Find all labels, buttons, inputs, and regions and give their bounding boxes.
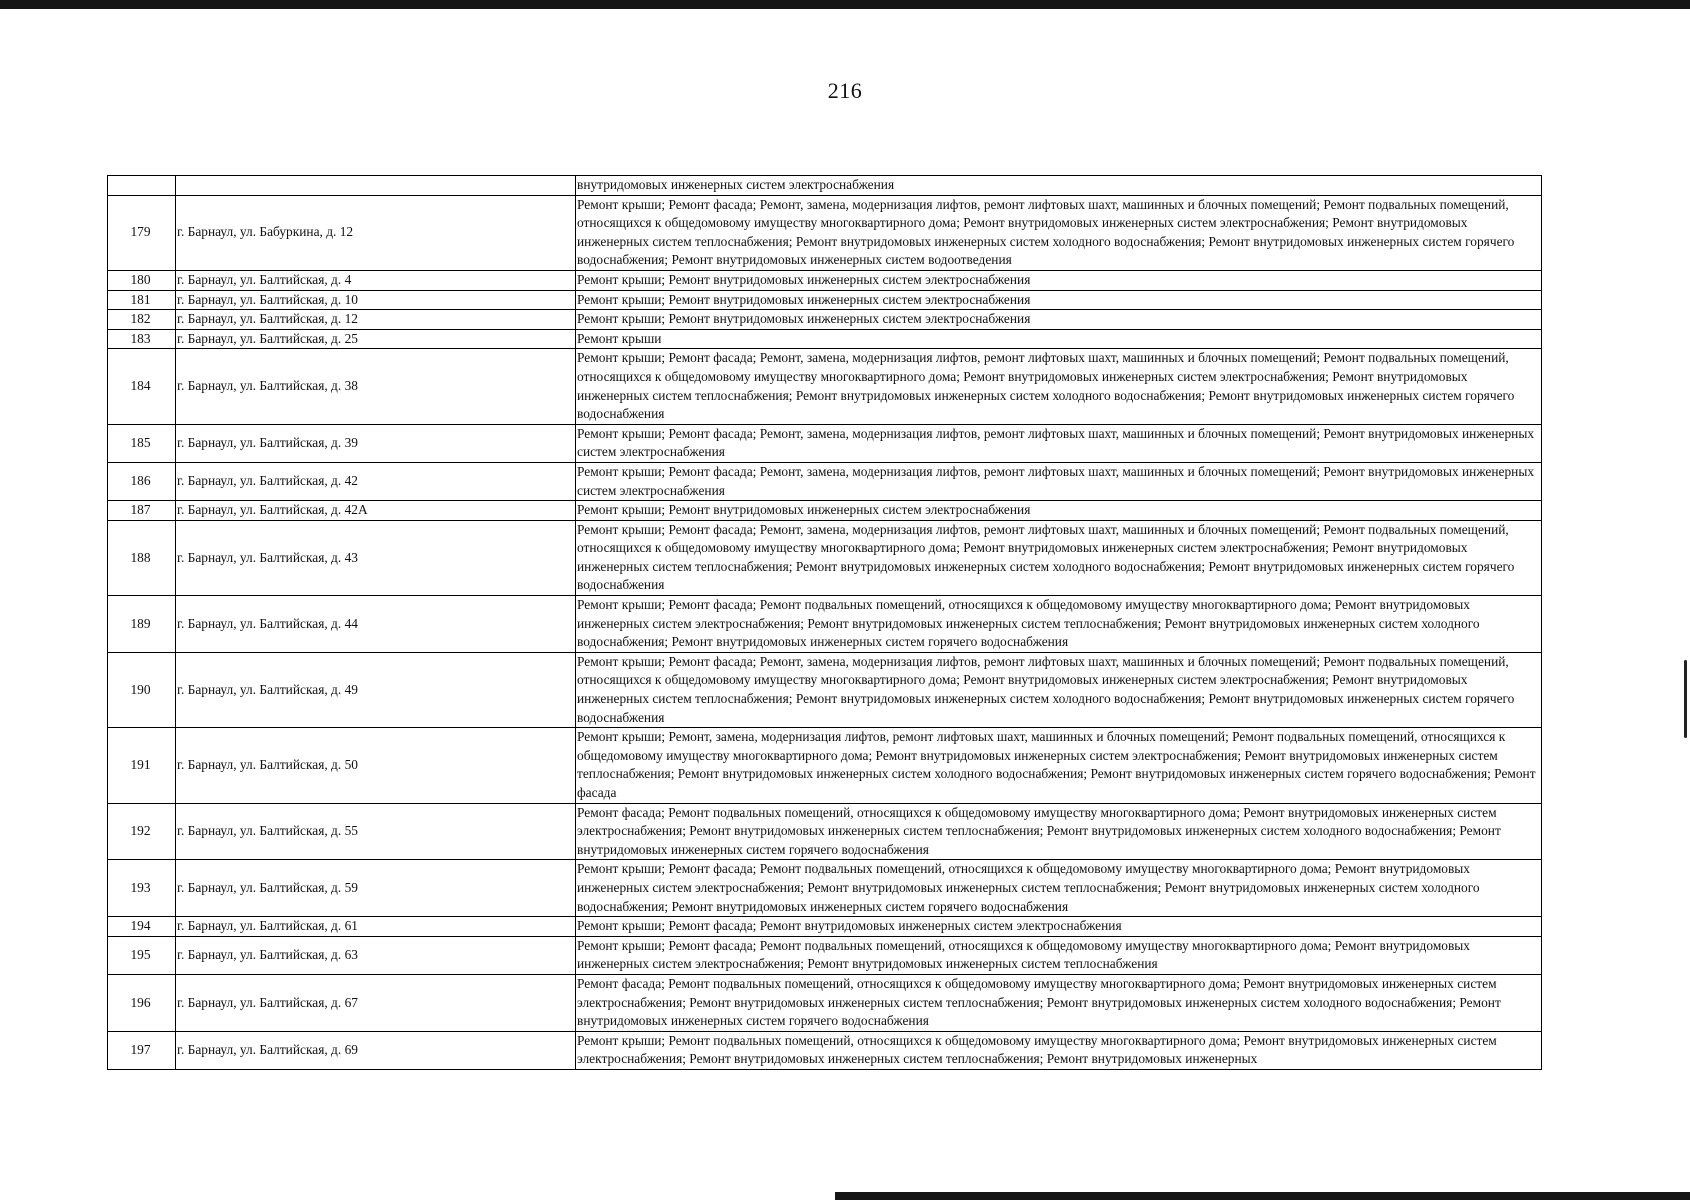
row-number: 194	[108, 917, 176, 937]
row-address: г. Барнаул, ул. Балтийская, д. 67	[176, 974, 576, 1031]
row-address: г. Барнаул, ул. Балтийская, д. 69	[176, 1031, 576, 1069]
table-row	[108, 860, 1542, 917]
row-work-list: Ремонт крыши; Ремонт внутридомовых инженерных систем электроснабжения	[576, 501, 1542, 521]
row-work-list: Ремонт фасада; Ремонт подвальных помещений, относящихся к общедомовому имуществу многоквартирного дома; Ремонт внутридомовых инженерных систем электроснабжения; Ремонт внутридомовых инженерных систем теплоснабжения; Ремонт внутридомовых инженерных систем холодного водоснабжения; Ремонт внутридомовых инженерных систем горячего водоснабжения	[576, 803, 1542, 860]
scan-border-bottom	[835, 1192, 1690, 1200]
row-address: г. Барнаул, ул. Балтийская, д. 39	[176, 424, 576, 462]
row-address: г. Барнаул, ул. Балтийская, д. 42А	[176, 501, 576, 521]
row-number: 190	[108, 652, 176, 727]
table-row	[108, 176, 1542, 196]
row-work-list: Ремонт крыши; Ремонт фасада; Ремонт, замена, модернизация лифтов, ремонт лифтовых шахт, машинных и блочных помещений; Ремонт внутридомовых инженерных систем электроснабжения	[576, 462, 1542, 500]
row-address: г. Барнаул, ул. Бабуркина, д. 12	[176, 195, 576, 270]
row-work-list: Ремонт крыши; Ремонт фасада; Ремонт подвальных помещений, относящихся к общедомовому имуществу многоквартирного дома; Ремонт внутридомовых инженерных систем электроснабжения; Ремонт внутридомовых инженерных систем теплоснабжения; Ремонт внутридомовых инженерных систем холодного водоснабжения; Ремонт внутридомовых инженерных систем горячего водоснабжения	[576, 596, 1542, 653]
table-row	[108, 290, 1542, 310]
table-row	[108, 349, 1542, 424]
row-address: г. Барнаул, ул. Балтийская, д. 44	[176, 596, 576, 653]
table-row	[108, 652, 1542, 727]
row-work-list: Ремонт крыши; Ремонт фасада; Ремонт, замена, модернизация лифтов, ремонт лифтовых шахт, машинных и блочных помещений; Ремонт подвальных помещений, относящихся к общедомовому имуществу многоквартирного дома; Ремонт внутридомовых инженерных систем электроснабжения; Ремонт внутридомовых инженерных систем теплоснабжения; Ремонт внутридомовых инженерных систем холодного водоснабжения; Ремонт внутридомовых инженерных систем горячего водоснабжения	[576, 349, 1542, 424]
row-address: г. Барнаул, ул. Балтийская, д. 59	[176, 860, 576, 917]
table-row	[108, 520, 1542, 595]
row-work-list: внутридомовых инженерных систем электроснабжения	[576, 176, 1542, 196]
table-row	[108, 424, 1542, 462]
row-address: г. Барнаул, ул. Балтийская, д. 38	[176, 349, 576, 424]
row-work-list: Ремонт крыши; Ремонт, замена, модернизация лифтов, ремонт лифтовых шахт, машинных и блочных помещений; Ремонт подвальных помещений, относящихся к общедомовому имуществу многоквартирного дома; Ремонт внутридомовых инженерных систем электроснабжения; Ремонт внутридомовых инженерных систем теплоснабжения; Ремонт внутридомовых инженерных систем холодного водоснабжения; Ремонт внутридомовых инженерных систем горячего водоснабжения; Ремонт фасада	[576, 728, 1542, 803]
table-row	[108, 270, 1542, 290]
row-address: г. Барнаул, ул. Балтийская, д. 25	[176, 329, 576, 349]
table-row	[108, 195, 1542, 270]
table-row	[108, 917, 1542, 937]
row-number: 179	[108, 195, 176, 270]
row-number: 183	[108, 329, 176, 349]
row-address: г. Барнаул, ул. Балтийская, д. 4	[176, 270, 576, 290]
row-work-list: Ремонт фасада; Ремонт подвальных помещений, относящихся к общедомовому имуществу многоквартирного дома; Ремонт внутридомовых инженерных систем электроснабжения; Ремонт внутридомовых инженерных систем теплоснабжения; Ремонт внутридомовых инженерных систем холодного водоснабжения; Ремонт внутридомовых инженерных систем горячего водоснабжения	[576, 974, 1542, 1031]
row-work-list: Ремонт крыши; Ремонт подвальных помещений, относящихся к общедомовому имуществу многоквартирного дома; Ремонт внутридомовых инженерных систем электроснабжения; Ремонт внутридомовых инженерных систем теплоснабжения; Ремонт внутридомовых инженерных	[576, 1031, 1542, 1069]
row-number: 195	[108, 936, 176, 974]
row-address: г. Барнаул, ул. Балтийская, д. 49	[176, 652, 576, 727]
row-number: 196	[108, 974, 176, 1031]
row-number: 184	[108, 349, 176, 424]
table-row	[108, 310, 1542, 330]
table-row	[108, 596, 1542, 653]
row-number: 187	[108, 501, 176, 521]
table-row	[108, 501, 1542, 521]
table-row	[108, 728, 1542, 803]
row-number: 189	[108, 596, 176, 653]
row-number: 197	[108, 1031, 176, 1069]
table-row	[108, 1031, 1542, 1069]
table-row	[108, 329, 1542, 349]
table-row	[108, 462, 1542, 500]
row-number	[108, 176, 176, 196]
row-address: г. Барнаул, ул. Балтийская, д. 43	[176, 520, 576, 595]
scan-artifact	[1684, 660, 1687, 738]
scan-border-top	[0, 0, 1690, 9]
row-number: 182	[108, 310, 176, 330]
row-work-list: Ремонт крыши; Ремонт фасада; Ремонт внутридомовых инженерных систем электроснабжения	[576, 917, 1542, 937]
row-work-list: Ремонт крыши; Ремонт фасада; Ремонт, замена, модернизация лифтов, ремонт лифтовых шахт, машинных и блочных помещений; Ремонт подвальных помещений, относящихся к общедомовому имуществу многоквартирного дома; Ремонт внутридомовых инженерных систем электроснабжения; Ремонт внутридомовых инженерных систем теплоснабжения; Ремонт внутридомовых инженерных систем холодного водоснабжения; Ремонт внутридомовых инженерных систем горячего водоснабжения; Ремонт внутридомовых инженерных систем водоотведения	[576, 195, 1542, 270]
row-number: 188	[108, 520, 176, 595]
row-address: г. Барнаул, ул. Балтийская, д. 50	[176, 728, 576, 803]
row-work-list: Ремонт крыши; Ремонт фасада; Ремонт подвальных помещений, относящихся к общедомовому имуществу многоквартирного дома; Ремонт внутридомовых инженерных систем электроснабжения; Ремонт внутридомовых инженерных систем теплоснабжения; Ремонт внутридомовых инженерных систем холодного водоснабжения; Ремонт внутридомовых инженерных систем горячего водоснабжения	[576, 860, 1542, 917]
row-number: 185	[108, 424, 176, 462]
row-number: 181	[108, 290, 176, 310]
table-row	[108, 974, 1542, 1031]
table-row	[108, 936, 1542, 974]
row-address: г. Барнаул, ул. Балтийская, д. 61	[176, 917, 576, 937]
row-address: г. Барнаул, ул. Балтийская, д. 12	[176, 310, 576, 330]
row-work-list: Ремонт крыши; Ремонт внутридомовых инженерных систем электроснабжения	[576, 270, 1542, 290]
row-number: 193	[108, 860, 176, 917]
row-number: 180	[108, 270, 176, 290]
table-body	[108, 176, 1542, 1070]
row-address: г. Барнаул, ул. Балтийская, д. 42	[176, 462, 576, 500]
row-work-list: Ремонт крыши; Ремонт фасада; Ремонт подвальных помещений, относящихся к общедомовому имуществу многоквартирного дома; Ремонт внутридомовых инженерных систем электроснабжения; Ремонт внутридомовых инженерных систем теплоснабжения	[576, 936, 1542, 974]
row-address: г. Барнаул, ул. Балтийская, д. 55	[176, 803, 576, 860]
row-work-list: Ремонт крыши; Ремонт внутридомовых инженерных систем электроснабжения	[576, 310, 1542, 330]
row-address	[176, 176, 576, 196]
row-address: г. Барнаул, ул. Балтийская, д. 63	[176, 936, 576, 974]
repair-table	[107, 175, 1542, 1070]
row-number: 191	[108, 728, 176, 803]
row-number: 186	[108, 462, 176, 500]
row-work-list: Ремонт крыши; Ремонт фасада; Ремонт, замена, модернизация лифтов, ремонт лифтовых шахт, машинных и блочных помещений; Ремонт подвальных помещений, относящихся к общедомовому имуществу многоквартирного дома; Ремонт внутридомовых инженерных систем электроснабжения; Ремонт внутридомовых инженерных систем теплоснабжения; Ремонт внутридомовых инженерных систем холодного водоснабжения; Ремонт внутридомовых инженерных систем горячего водоснабжения	[576, 652, 1542, 727]
row-work-list: Ремонт крыши; Ремонт фасада; Ремонт, замена, модернизация лифтов, ремонт лифтовых шахт, машинных и блочных помещений; Ремонт внутридомовых инженерных систем электроснабжения	[576, 424, 1542, 462]
table-row	[108, 803, 1542, 860]
row-work-list: Ремонт крыши; Ремонт фасада; Ремонт, замена, модернизация лифтов, ремонт лифтовых шахт, машинных и блочных помещений; Ремонт подвальных помещений, относящихся к общедомовому имуществу многоквартирного дома; Ремонт внутридомовых инженерных систем электроснабжения; Ремонт внутридомовых инженерных систем теплоснабжения; Ремонт внутридомовых инженерных систем холодного водоснабжения; Ремонт внутридомовых инженерных систем горячего водоснабжения	[576, 520, 1542, 595]
row-work-list: Ремонт крыши	[576, 329, 1542, 349]
page-number: 216	[827, 78, 863, 103]
row-address: г. Барнаул, ул. Балтийская, д. 10	[176, 290, 576, 310]
row-number: 192	[108, 803, 176, 860]
row-work-list: Ремонт крыши; Ремонт внутридомовых инженерных систем электроснабжения	[576, 290, 1542, 310]
